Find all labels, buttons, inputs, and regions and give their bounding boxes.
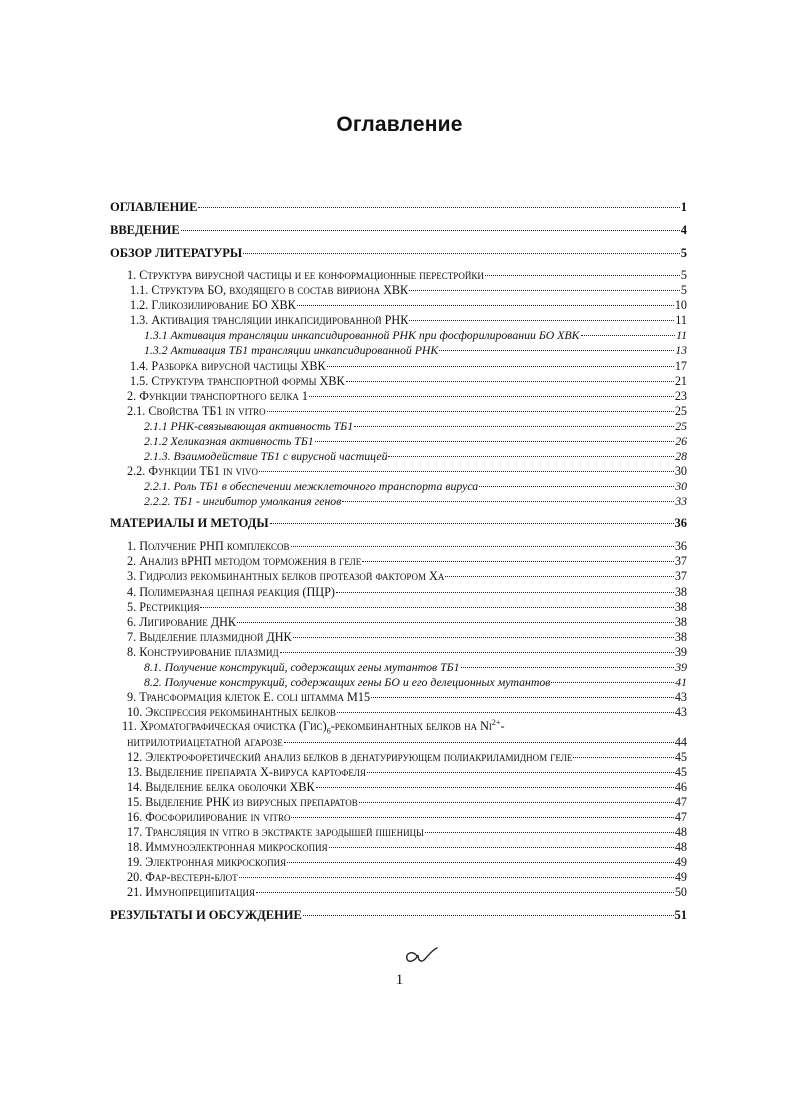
toc-page: 23 bbox=[674, 389, 687, 403]
toc-page: 44 bbox=[674, 735, 687, 749]
toc-page: 38 bbox=[674, 630, 687, 644]
toc-entry[interactable] bbox=[130, 312, 687, 328]
dot-leader bbox=[342, 501, 674, 502]
toc-entry[interactable] bbox=[127, 388, 687, 404]
toc-entry[interactable] bbox=[144, 659, 687, 675]
toc-entry[interactable] bbox=[127, 689, 687, 705]
toc-page: 49 bbox=[674, 870, 687, 884]
toc-label-subscript: 6 bbox=[326, 726, 331, 736]
dot-leader bbox=[315, 441, 675, 442]
toc-label: 4. Полимеразная цепная реакция (ПЦР) bbox=[127, 585, 335, 599]
dot-leader bbox=[303, 915, 674, 916]
toc-label: 10. Экспрессия рекомбинантных белков bbox=[127, 705, 336, 719]
dot-leader bbox=[371, 697, 674, 698]
dot-leader bbox=[293, 637, 674, 638]
toc-entry[interactable] bbox=[127, 403, 687, 419]
toc-entry[interactable] bbox=[127, 584, 687, 600]
toc-entry[interactable] bbox=[127, 824, 687, 840]
toc-entry[interactable] bbox=[130, 373, 687, 389]
dot-leader bbox=[388, 456, 674, 457]
dot-leader bbox=[237, 622, 674, 623]
toc-entry[interactable] bbox=[127, 568, 687, 584]
toc-page: 37 bbox=[674, 569, 687, 583]
toc-label: 11. Хроматографическая очистка (Гис) bbox=[122, 719, 327, 733]
dot-leader bbox=[367, 772, 674, 773]
dot-leader bbox=[409, 320, 674, 321]
toc-entry[interactable] bbox=[127, 779, 687, 795]
toc-label: 2.1. Свойства ТБ1 in vitro bbox=[127, 404, 266, 418]
toc-page: 43 bbox=[674, 690, 687, 704]
toc-entry[interactable] bbox=[127, 463, 687, 479]
toc-label: 2.2.1. Роль ТБ1 в обеспечении межклеточного транспорта вируса bbox=[144, 479, 479, 493]
toc-label: 13. Выделение препарата X-вируса картофеля bbox=[127, 765, 366, 779]
toc-page: 25 bbox=[674, 404, 687, 418]
toc-label: 20. Фар-вестерн-блот bbox=[127, 870, 238, 884]
toc-page: 5 bbox=[680, 283, 687, 297]
dot-leader bbox=[439, 350, 674, 351]
toc-label: 1.3.1 Активация трансляции инкапсидированной РНК при фосфорилировании БО ХВК bbox=[144, 328, 580, 342]
toc-entry[interactable] bbox=[130, 297, 687, 313]
dot-leader bbox=[243, 253, 680, 254]
toc-page: 48 bbox=[674, 825, 687, 839]
dot-leader bbox=[346, 381, 674, 382]
toc-label: 1.5. Структура транспортной формы ХВК bbox=[130, 374, 345, 388]
toc-page: 11 bbox=[676, 328, 687, 342]
toc-entry[interactable] bbox=[127, 599, 687, 615]
toc-entry[interactable] bbox=[110, 222, 687, 238]
handwritten-signature bbox=[403, 944, 443, 966]
page-title: Оглавление bbox=[336, 113, 463, 136]
toc-label: 2. Функции транспортного белка 1 bbox=[127, 389, 309, 403]
toc-entry[interactable] bbox=[144, 674, 687, 690]
dot-leader bbox=[198, 207, 679, 208]
toc-label: 1.2. Гликозилирование БО ХВК bbox=[130, 298, 296, 312]
toc-label: 2.1.2 Хеликазная активность ТБ1 bbox=[144, 434, 314, 448]
dot-leader bbox=[309, 396, 674, 397]
toc-page: 51 bbox=[674, 908, 687, 922]
toc-page: 38 bbox=[674, 615, 687, 629]
toc-label: 7. Выделение плазмидной ДНК bbox=[127, 630, 292, 644]
toc-entry[interactable] bbox=[127, 538, 687, 554]
toc-label: 1.3.2 Активация ТБ1 трансляции инкапсидированной РНК bbox=[144, 343, 439, 357]
toc-entry[interactable] bbox=[110, 245, 687, 261]
toc-entry[interactable] bbox=[144, 493, 687, 509]
toc-label: -рекомбинантных белков на Ni bbox=[330, 719, 492, 733]
toc-entry[interactable] bbox=[144, 433, 687, 449]
dot-leader bbox=[259, 471, 674, 472]
toc-page: 49 bbox=[674, 855, 687, 869]
toc-entry[interactable] bbox=[127, 553, 687, 569]
toc-label: 5. Рестрикция bbox=[127, 600, 200, 614]
toc-label: ВВЕДЕНИЕ bbox=[110, 223, 180, 237]
toc-label: ОБЗОР ЛИТЕРАТУРЫ bbox=[110, 246, 243, 260]
toc-page: 47 bbox=[674, 795, 687, 809]
toc-label: 16. Фосфорилирование in vitro bbox=[127, 810, 291, 824]
toc-page: 43 bbox=[674, 705, 687, 719]
dot-leader bbox=[479, 486, 674, 487]
toc-page: 10 bbox=[674, 298, 687, 312]
dot-leader bbox=[256, 892, 674, 893]
toc-label: МАТЕРИАЛЫ И МЕТОДЫ bbox=[110, 516, 269, 530]
toc-entry[interactable] bbox=[127, 764, 687, 780]
toc-entry[interactable] bbox=[127, 839, 687, 855]
dot-leader bbox=[445, 576, 673, 577]
toc-page: 41 bbox=[675, 675, 687, 689]
toc-page: 47 bbox=[674, 810, 687, 824]
toc-entry[interactable] bbox=[110, 515, 687, 531]
toc-label: 19. Электронная микроскопия bbox=[127, 855, 287, 869]
toc-label: 1.1. Структура БО, входящего в состав вириона ХВК bbox=[130, 283, 409, 297]
toc-entry[interactable] bbox=[127, 749, 687, 765]
toc-entry[interactable] bbox=[127, 854, 687, 870]
dot-leader bbox=[336, 592, 674, 593]
dot-leader bbox=[409, 290, 680, 291]
dot-leader bbox=[327, 366, 674, 367]
dot-leader bbox=[270, 523, 674, 524]
toc-page: 36 bbox=[674, 516, 687, 530]
toc-label: 2.2. Функции ТБ1 in vivo bbox=[127, 464, 258, 478]
toc-entry[interactable] bbox=[130, 358, 687, 374]
toc-entry[interactable] bbox=[144, 478, 687, 494]
toc-label: 2.2.2. ТБ1 - ингибитор умолкания генов bbox=[144, 494, 342, 508]
toc-entry[interactable] bbox=[127, 614, 687, 630]
dot-leader bbox=[291, 817, 673, 818]
toc-entry[interactable] bbox=[110, 199, 687, 215]
toc-label: 9. Трансформация клеток E. coli штамма M15 bbox=[127, 690, 371, 704]
toc-label: 12. Электрофоретический анализ белков в денатурирующем полиакриламидном геле bbox=[127, 750, 573, 764]
dot-leader bbox=[359, 802, 674, 803]
toc-page: 46 bbox=[674, 780, 687, 794]
toc-page: 21 bbox=[674, 374, 687, 388]
toc-label: 2.1.1 РНК-связывающая активность ТБ1 bbox=[144, 419, 354, 433]
toc-entry[interactable] bbox=[127, 869, 687, 885]
toc-page: 45 bbox=[674, 750, 687, 764]
toc-label: 8.2. Получение конструкций, содержащих гены БО и его делеционных мутантов bbox=[144, 675, 551, 689]
dot-leader bbox=[581, 335, 676, 336]
dot-leader bbox=[284, 742, 674, 743]
toc-entry[interactable] bbox=[110, 907, 687, 923]
toc-label: 8. Конструирование плазмид bbox=[127, 645, 279, 659]
toc-label: 3. Гидролиз рекомбинантных белков протеазой фактором Ха bbox=[127, 569, 445, 583]
toc-page: 5 bbox=[680, 246, 687, 260]
toc-page: 4 bbox=[680, 223, 687, 237]
toc-label: 1. Структура вирусной частицы и ее конформационные перестройки bbox=[127, 268, 484, 282]
toc-entry[interactable] bbox=[127, 809, 687, 825]
toc-page: 38 bbox=[674, 600, 687, 614]
toc-page: 33 bbox=[675, 494, 687, 508]
dot-leader bbox=[461, 667, 675, 668]
dot-leader bbox=[316, 787, 674, 788]
toc-entry[interactable] bbox=[144, 327, 687, 343]
dot-leader bbox=[337, 712, 674, 713]
toc-label: 21. Имунопреципитация bbox=[127, 885, 256, 899]
dot-leader bbox=[551, 682, 674, 683]
toc-entry[interactable] bbox=[127, 884, 687, 900]
toc-entry[interactable] bbox=[144, 342, 687, 358]
toc-page: 36 bbox=[674, 539, 687, 553]
toc-label: 14. Выделение белка оболочки ХВК bbox=[127, 780, 315, 794]
toc-label: 6. Лигирование ДНК bbox=[127, 615, 236, 629]
toc-entry[interactable] bbox=[130, 282, 687, 298]
toc-page: 39 bbox=[674, 645, 687, 659]
toc-label: ОГЛАВЛЕНИЕ bbox=[110, 200, 198, 214]
dot-leader bbox=[573, 757, 673, 758]
dot-leader bbox=[280, 652, 674, 653]
toc-label: РЕЗУЛЬТАТЫ И ОБСУЖДЕНИЕ bbox=[110, 908, 302, 922]
toc-page: 26 bbox=[675, 434, 687, 448]
toc-label: 8.1. Получение конструкций, содержащих гены мутантов ТБ1 bbox=[144, 660, 460, 674]
toc-page: 13 bbox=[675, 343, 687, 357]
toc-label: 2. Анализ вРНП методом торможения в геле bbox=[127, 554, 362, 568]
toc-label-superscript: 2+ bbox=[491, 717, 501, 727]
toc-page: 30 bbox=[675, 479, 687, 493]
toc-entry[interactable] bbox=[144, 418, 687, 434]
toc-entry[interactable] bbox=[127, 629, 687, 645]
toc-label: 18. Иммуноэлектронная микроскопия bbox=[127, 840, 328, 854]
toc-page: 25 bbox=[675, 419, 687, 433]
toc-label: 1. Получение РНП комплексов bbox=[127, 539, 290, 553]
toc-page: 1 bbox=[680, 200, 687, 214]
dot-leader bbox=[267, 411, 674, 412]
toc-label: 1.4. Разборка вирусной частицы ХВК bbox=[130, 359, 326, 373]
toc-label: 1.3. Активация трансляции инкапсидированной РНК bbox=[130, 313, 409, 327]
dot-leader bbox=[297, 305, 674, 306]
dot-leader bbox=[329, 847, 674, 848]
dot-leader bbox=[287, 862, 674, 863]
toc-page: 28 bbox=[675, 449, 687, 463]
dot-leader bbox=[200, 607, 673, 608]
toc-page: 38 bbox=[674, 585, 687, 599]
toc-page: 30 bbox=[674, 464, 687, 478]
toc-page: 5 bbox=[680, 268, 687, 282]
toc-page: 45 bbox=[674, 765, 687, 779]
dot-leader bbox=[354, 426, 674, 427]
toc-page: 37 bbox=[674, 554, 687, 568]
toc-label: 17. Трансляция in vitro в экстракте зародышей пшеницы bbox=[127, 825, 424, 839]
toc-label: 15. Выделение РНК из вирусных препаратов bbox=[127, 795, 358, 809]
toc-entry[interactable] bbox=[127, 794, 687, 810]
toc-entry[interactable] bbox=[127, 734, 687, 750]
toc-page: 48 bbox=[674, 840, 687, 854]
toc-page: 50 bbox=[674, 885, 687, 899]
dot-leader bbox=[485, 275, 680, 276]
dot-leader bbox=[362, 561, 674, 562]
toc-label: 2.1.3. Взаимодействие ТБ1 с вирусной частицей bbox=[144, 449, 388, 463]
toc-label: - bbox=[500, 719, 505, 733]
toc-page: 17 bbox=[674, 359, 687, 373]
toc-entry-first-line[interactable] bbox=[122, 718, 687, 734]
dot-leader bbox=[181, 230, 680, 231]
dot-leader bbox=[291, 546, 674, 547]
page-number: 1 bbox=[395, 972, 404, 988]
toc-page: 39 bbox=[675, 660, 687, 674]
toc-label: нитрилотриацетатной агарозе bbox=[127, 735, 283, 749]
toc-entry[interactable] bbox=[127, 267, 687, 283]
toc-entry[interactable] bbox=[144, 448, 687, 464]
dot-leader bbox=[239, 877, 674, 878]
toc-page: 11 bbox=[675, 313, 687, 327]
toc-entry[interactable] bbox=[127, 644, 687, 660]
dot-leader bbox=[425, 832, 674, 833]
